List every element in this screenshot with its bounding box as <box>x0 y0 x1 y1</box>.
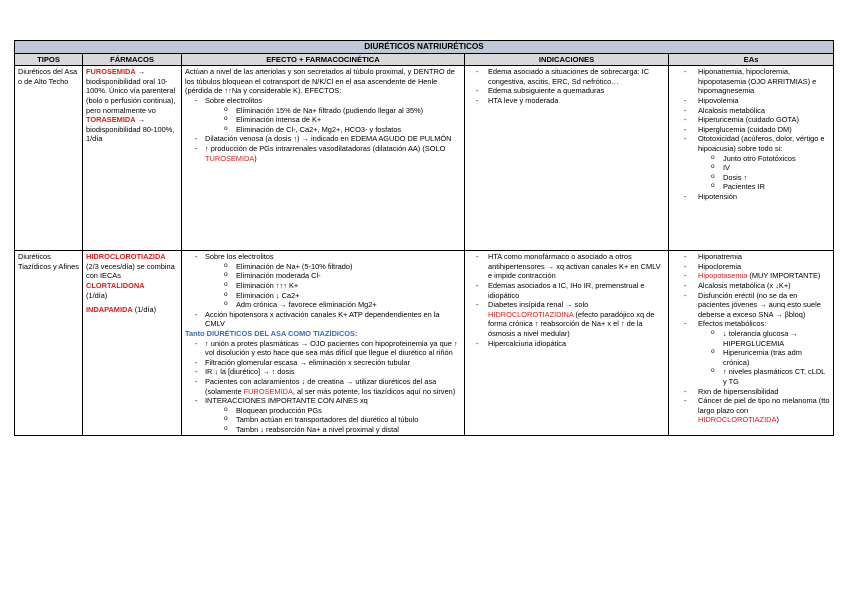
table-row <box>15 251 834 436</box>
list-item: o Eliminación ↑↑↑ K+ <box>219 281 461 291</box>
list-item: - Hiperglucemia (cuidado DM) <box>672 125 830 135</box>
row2-farmacos: HIDROCLOROTIAZIDA (2/3 veces/día) se combina con IECAs CLORTALIDONA (1/día) INDAPAMIDA (1/día) <box>83 251 182 436</box>
drug-name: TORASEMIDA <box>86 115 136 125</box>
list-item: - Rxn de hipersensibilidad <box>672 387 830 397</box>
drug-name: HIDROCLOROTIAZIDA <box>86 252 166 262</box>
list-item: - Alcalosis metabólica (x ↓K+) <box>672 281 830 291</box>
list-item: o ↓ tolerancia glucosa → HIPERGLUCEMIA <box>706 329 830 348</box>
row1-indicaciones <box>465 66 669 251</box>
header-indicaciones: INDICACIONES <box>465 53 669 66</box>
list-item: - Alcalosis metabólica <box>672 106 830 116</box>
list-item: - Hipotensión <box>672 192 830 202</box>
list-item: o Pacientes IR <box>706 182 830 192</box>
list-item: - Dilatación venosa (a dosis ↑) → indicado en EDEMA AGUDO DE PULMÓN <box>189 134 461 144</box>
list-item: - Hiponatremia, hipocloremia, hipopotasemia (OJO ARRITMIAS) e hipomagnesemia <box>672 67 830 96</box>
list-item: - Pacientes con aclaramientos ↓ de creatina → utilizar diuréticos del asa (solamente FUROSEMIDA, al ser más potente, los tiazídicos aquí no sirven) <box>189 377 461 396</box>
list-item: o Adm crónica → favorece eliminación Mg2+ <box>219 300 461 310</box>
list-item: - HTA leve y moderada <box>468 96 665 106</box>
row1-tipo: Diuréticos del Asa o de Alto Techo <box>15 66 83 251</box>
list-item: - Edema asociado a situaciones de sobrecarga: IC congestiva, ascitis, ERC, Sd nefrótico… <box>468 67 665 86</box>
list-item: - Edemas asociados a IC, IHo IR, premenstrual e idiopático <box>468 281 665 300</box>
header-eas: EAs <box>669 53 834 66</box>
header-farmacos: FÁRMACOS <box>83 53 182 66</box>
list-item: - Edema subsiguiente a quemaduras <box>468 86 665 96</box>
list-item: o Hiperuricemia (tras adm crónica) <box>706 348 830 367</box>
list-item: - Sobre los electrolitos o Eliminación de Na+ (5-10% filtrado) o Eliminación moderada Cl- o Eliminación ↑↑↑ K+ o Eliminación ↓ Ca2+ o Adm crónica → favorece eliminación Mg2+ <box>189 252 461 310</box>
list-item: - Acción hipotensora x activación canales K+ ATP dependendientes en la CMLV <box>189 310 461 329</box>
list-item: o Tambn ↓ reabsorción Na+ a nivel proximal y distal <box>219 425 461 435</box>
list-item: - Hiponatremia <box>672 252 830 262</box>
list-item: o Bloquean producción PGs <box>219 406 461 416</box>
list-item: - INTERACCIONES IMPORTANTE CON AINES xq o Bloquean producción PGs o Tambn actúan en transportadores del diurético al túbulo o Tambn ↓ reabsorción Na+ a nivel proximal y distal <box>189 396 461 434</box>
list-item: - Filtración glomerular escasa → eliminación x secreción tubular <box>189 358 461 368</box>
list-item: o ↑ niveles plasmáticos CT, cLDL y TG <box>706 367 830 386</box>
list-item: o IV <box>706 163 830 173</box>
list-item: - HTA como monofármaco o asociado a otros antihipertensores → xq activan canales K+ en CMLV e impide contracción <box>468 252 665 281</box>
list-item: - Disfunción eréctil (no se da en pacientes jóvenes → aunq esto suele deberse a exceso SNA → βbloq) <box>672 291 830 320</box>
table-row <box>15 66 834 251</box>
row2-eas <box>669 251 834 436</box>
list-item: - Hipocloremia <box>672 262 830 272</box>
row2-indicaciones <box>465 251 669 436</box>
list-item: o Eliminación de Na+ (5-10% filtrado) <box>219 262 461 272</box>
list-item: o Eliminación de Cl-, Ca2+, Mg2+, HCO3- y fosfatos <box>219 125 461 135</box>
row1-farmacos: FUROSEMIDA → biodisponibilidad oral 10-100%. Único vía parenteral (bolo o perfusión continua), pero normalmente vo TORASEMIDA → biodisponibilidad 80-100%, 1/día <box>83 66 182 251</box>
list-item: - Cáncer de piel de tipo no melanoma (tto largo plazo con HIDROCLOROTIAZIDA) <box>672 396 830 425</box>
diuretics-table <box>14 40 834 436</box>
list-item: - Sobre electrolitos o Eliminación 15% de Na+ filtrado (pudiendo llegar al 35%) o Eliminación intensa de K+ o Eliminación de Cl-, Ca2+, Mg2+, HCO3- y fosfatos <box>189 96 461 134</box>
drug-name: HIDROCLOROTIAZIDINA <box>488 309 574 319</box>
list-item: o Eliminación ↓ Ca2+ <box>219 291 461 301</box>
list-item: - IR ↓ la [diurético] → ↑ dosis <box>189 367 461 377</box>
list-item: o Eliminación moderada Cl- <box>219 271 461 281</box>
drug-name: HIDROCLOROTIAZIDA <box>698 415 777 425</box>
drug-name: CLORTALIDONA <box>86 280 145 290</box>
header-tipos: TIPOS <box>15 53 83 66</box>
drug-name: FUROSEMIDA <box>243 386 293 396</box>
row1-efecto: Actúan a nivel de las arteriolas y son secretados al túbulo proximal, y DENTRO de los túbulos bloquean el cotransport de N/K/Cl en el asa ascendente de Henle (pérdida de ↑↑Na y considerable K). EFECTOS: - Sobre electrolitos o Eliminación 15% de Na+ filtrado (pudiendo llegar al 35%) o Eliminación intensa de K+ o Eliminación de Cl-, Ca2+, Mg2+, HCO3- y fosfatos - Dilatación venosa (a dosis ↑) → indicado en EDEMA AGUDO DE PULMÓN - ↑ producción de PGs intrarrenales vasodilatadoras (dilatación AA) (SOLO TUROSEMIDA) <box>182 66 465 251</box>
list-item: - Diabetes insípida renal → solo HIDROCLOROTIAZIDINA (efecto paradójico xq de forma crónica ↑ reabsorción de Na+ x el ↑ de la ósmosis a nivel medular) <box>468 300 665 338</box>
list-item: o Dosis ↑ <box>706 173 830 183</box>
list-item: - ↑ unión a protes plasmáticas → OJO pacientes con hipoproteinemia ya que ↑ vol disolución y esto hace que sea más difícil que llegue el diurético al riñón <box>189 339 461 358</box>
list-item: - Ototoxicidad (acúferos, dolor, vértigo e hipoacusia) sobre todo si: o Junto otro Fototóxicos o IV o Dosis ↑ o Pacientes IR <box>672 134 830 192</box>
list-item: - Hiperuricemia (cuidado GOTA) <box>672 115 830 125</box>
header-efecto: EFECTO + FARMACOCINÉTICA <box>182 53 465 66</box>
list-item: - Efectos metabólicos: o ↓ tolerancia glucosa → HIPERGLUCEMIA o Hiperuricemia (tras adm crónica) o ↑ niveles plasmáticos CT, cLDL y TG <box>672 319 830 386</box>
list-item: - Hipopotasemia (MUY IMPORTANTE) <box>672 271 830 281</box>
drug-name: TUROSEMIDA <box>205 153 255 163</box>
table-title: DIURÉTICOS NATRIURÉTICOS <box>15 41 834 54</box>
list-item: - Hipovolemia <box>672 96 830 106</box>
list-item: o Eliminación intensa de K+ <box>219 115 461 125</box>
list-item: o Tambn actúan en transportadores del diurético al túbulo <box>219 415 461 425</box>
row2-efecto <box>182 251 465 436</box>
list-item: - Hipercalciuria idiopática <box>468 339 665 349</box>
row1-eas <box>669 66 834 251</box>
section-heading: Tanto DIURÉTICOS DEL ASA COMO TIAZÍDICOS: <box>185 328 358 338</box>
row2-tipo: Diuréticos Tiazídicos y Afines <box>15 251 83 436</box>
list-item: o Eliminación 15% de Na+ filtrado (pudiendo llegar al 35%) <box>219 106 461 116</box>
list-item: o Junto otro Fototóxicos <box>706 154 830 164</box>
list-item: - ↑ producción de PGs intrarrenales vasodilatadoras (dilatación AA) (SOLO TUROSEMIDA) <box>189 144 461 163</box>
drug-name: FUROSEMIDA <box>86 67 136 77</box>
drug-name: INDAPAMIDA <box>86 305 133 315</box>
